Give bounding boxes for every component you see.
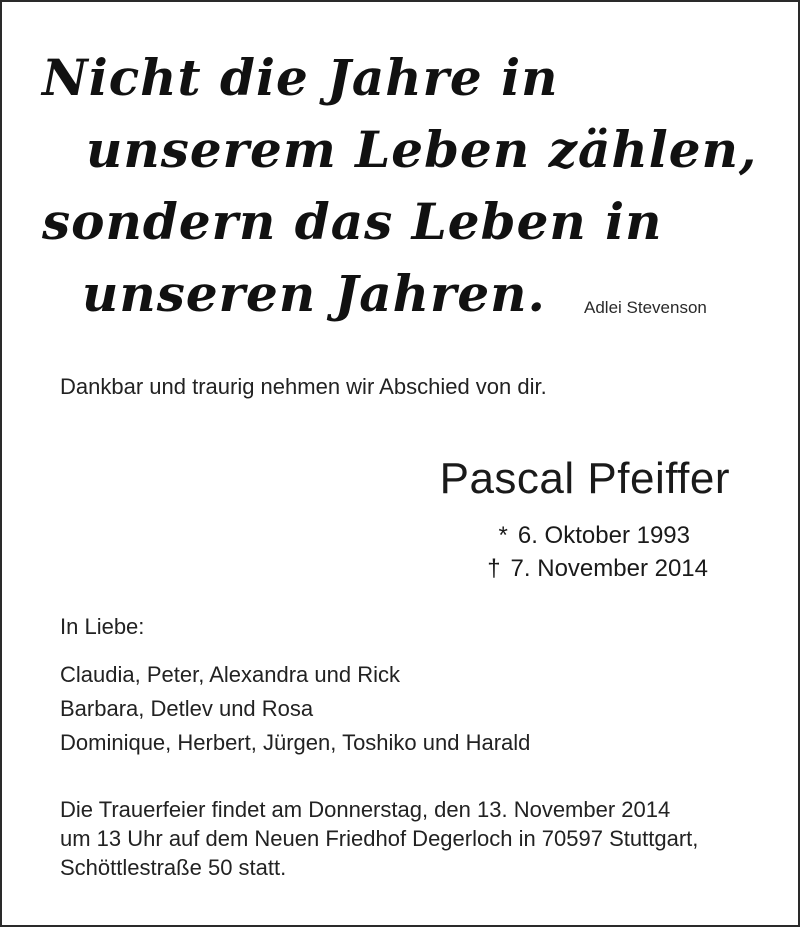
service-line: Schöttlestraße 50 statt. bbox=[60, 855, 287, 880]
mourners-line: Claudia, Peter, Alexandra und Rick bbox=[60, 662, 400, 687]
service-line: um 13 Uhr auf dem Neuen Friedhof Degerloch in 70597 Stuttgart, bbox=[60, 826, 699, 851]
handwritten-quote bbox=[42, 42, 762, 330]
deceased-name: Pascal Pfeiffer bbox=[439, 454, 730, 503]
mourners-label: In Liebe: bbox=[60, 614, 145, 639]
quote-line: sondern das Leben in bbox=[42, 192, 663, 251]
death-date-row bbox=[487, 555, 708, 583]
service-line: Die Trauerfeier findet am Donnerstag, den 13. November 2014 bbox=[60, 797, 671, 822]
funeral-service-info bbox=[60, 795, 698, 882]
mourners-line: Barbara, Detlev und Rosa bbox=[60, 696, 314, 721]
quote-line: unseren Jahren. bbox=[82, 264, 546, 323]
quote-author: Adlei Stevenson bbox=[584, 298, 707, 317]
mourners-line: Dominique, Herbert, Jürgen, Toshiko und Harald bbox=[60, 730, 531, 755]
death-date: 7. November 2014 bbox=[510, 555, 708, 582]
birth-star-icon: * bbox=[498, 522, 508, 549]
birth-date-row bbox=[499, 522, 690, 550]
mourners-list bbox=[60, 658, 530, 760]
birth-date: 6. Oktober 1993 bbox=[517, 522, 690, 549]
intro-text: Dankbar und traurig nehmen wir Abschied von dir. bbox=[60, 374, 547, 399]
quote-line: unserem Leben zählen, bbox=[86, 120, 758, 179]
death-cross-icon: † bbox=[487, 555, 501, 582]
quote-line: Nicht die Jahre in bbox=[42, 48, 559, 107]
